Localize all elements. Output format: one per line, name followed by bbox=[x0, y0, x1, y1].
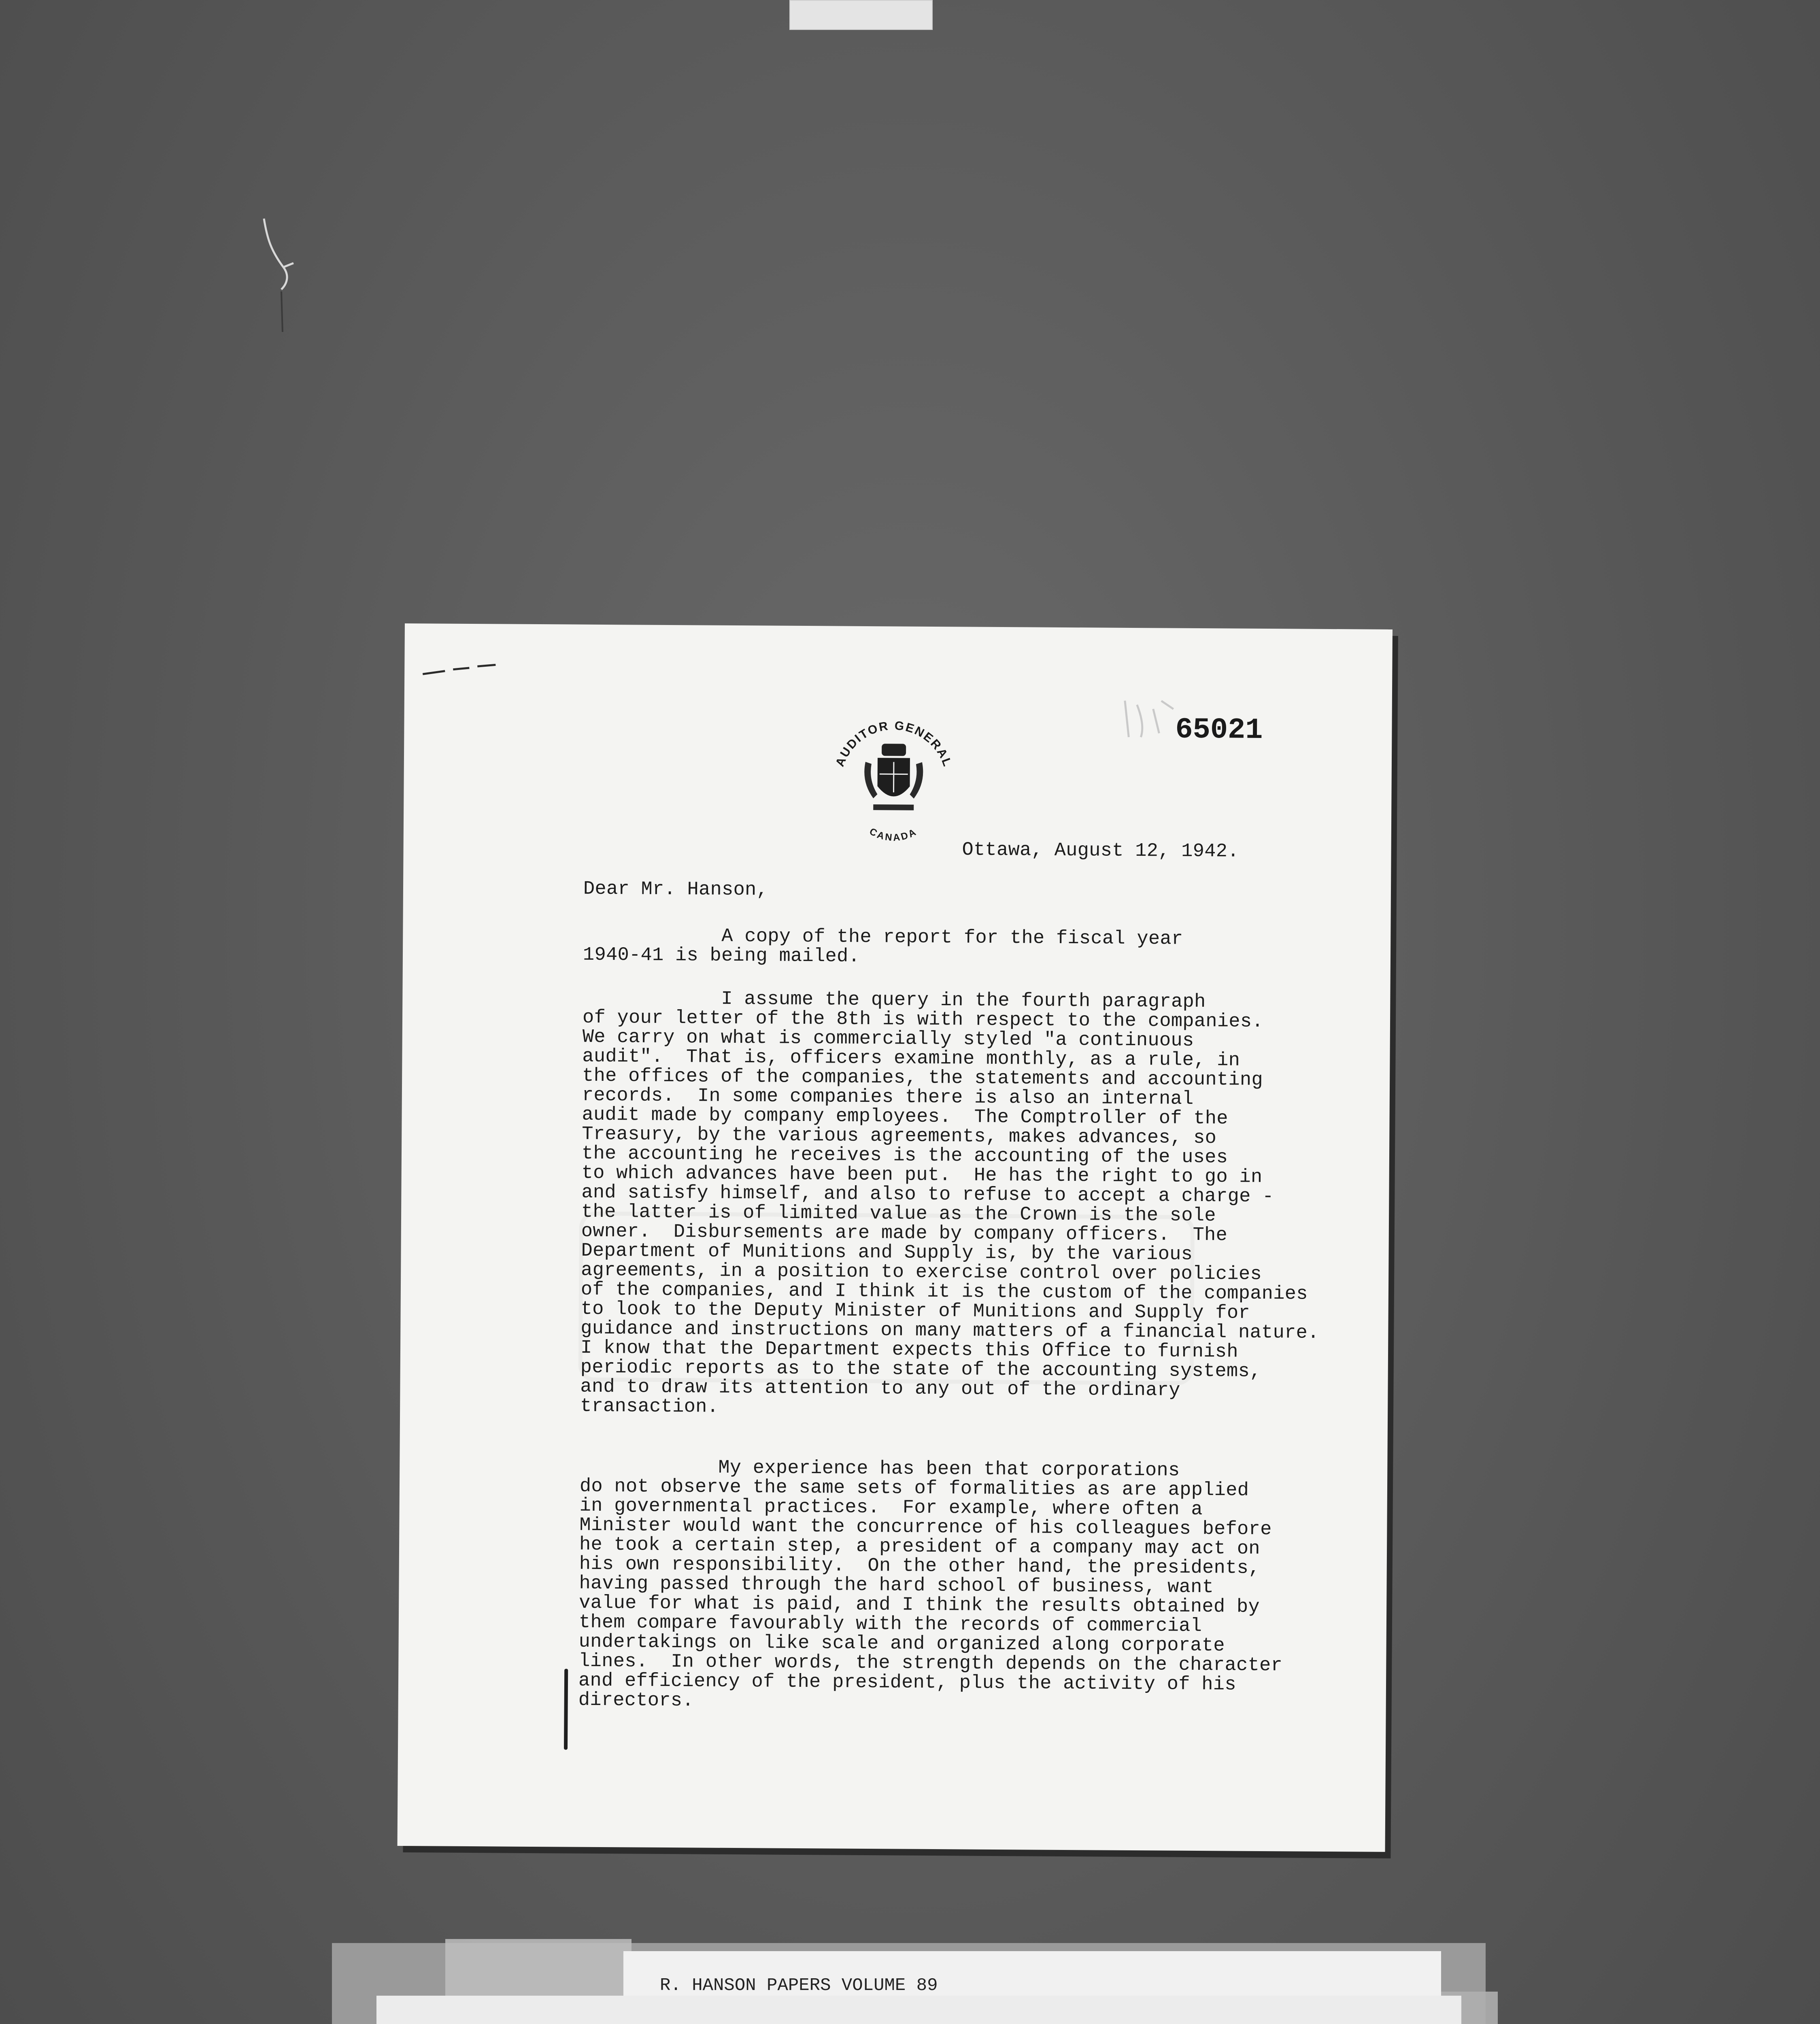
paragraph-3: My experience has been that corporations do not observe the same sets of formalities as are applied in governmental practices. For example, where often a Minister would want the concurrence of his colleagues before he took a certain step, a president of a company may act on his own responsibility. On the other hand, the presidents, having passed through the hard school of business, want value for what is paid, and I think the results obtained by them compare favourably with the records of commercial undertakings on like scale and organized along corporate lines. In other words, the strength depends on the character and efficiency of the president, plus the activity of his directors. bbox=[578, 1456, 1283, 1712]
archive-label bbox=[376, 1996, 1461, 2024]
seal-top-text: AUDITOR GENERAL bbox=[833, 719, 955, 769]
seal-bottom-text: CANADA bbox=[867, 826, 919, 844]
auditor-general-seal bbox=[816, 705, 971, 859]
paragraph-2: I assume the query in the fourth paragraph of your letter of the 8th is with respect to the companies. We carry on what is commercially styled "a continuous audit". That is, officers examine monthly, as a rule, in the offices of the companies, the statements and accounting records. In some companies there is also an internal audit made by company employees. The Comptroller of the Treasury, by the various agreements, makes advances, so the accounting he receives is the accounting of the uses to which advances have been put. He has the right to go in and satisfy himself, and also to refuse to accept a charge - the latter is of limited value as the Crown is the sole owner. Disbursements are made by company officers. The Department of Munitions and Supply is, by the various agreements, in a position to exercise control over policies of the companies, and I think it is the custom of the companies to look to the Deputy Minister of Munitions and Supply for guidance and instructions on many matters of a financial nature. I know that the Department expects this Office to furnish periodic reports as to the state of the accounting systems, and to draw its attention to any out of the ordinary transaction. bbox=[580, 987, 1319, 1418]
letter-sheet bbox=[398, 623, 1393, 1852]
pencil-annotation bbox=[1120, 693, 1178, 746]
date-line: Ottawa, August 12, 1942. bbox=[962, 839, 1239, 863]
scratch-mark bbox=[259, 215, 296, 336]
salutation: Dear Mr. Hanson, bbox=[583, 878, 768, 901]
svg-text:CANADA bbox=[867, 826, 919, 844]
coat-of-arms-icon bbox=[864, 744, 923, 810]
paragraph-1: A copy of the report for the fiscal year 1940-41 is being mailed. bbox=[583, 925, 1183, 967]
volume-strip-text: R. HANSON PAPERS VOLUME 89 bbox=[660, 1975, 938, 1996]
pen-mark bbox=[421, 662, 498, 678]
top-paper-tab bbox=[789, 0, 933, 30]
margin-mark bbox=[564, 1669, 568, 1750]
document-number: 65021 bbox=[1175, 713, 1263, 747]
